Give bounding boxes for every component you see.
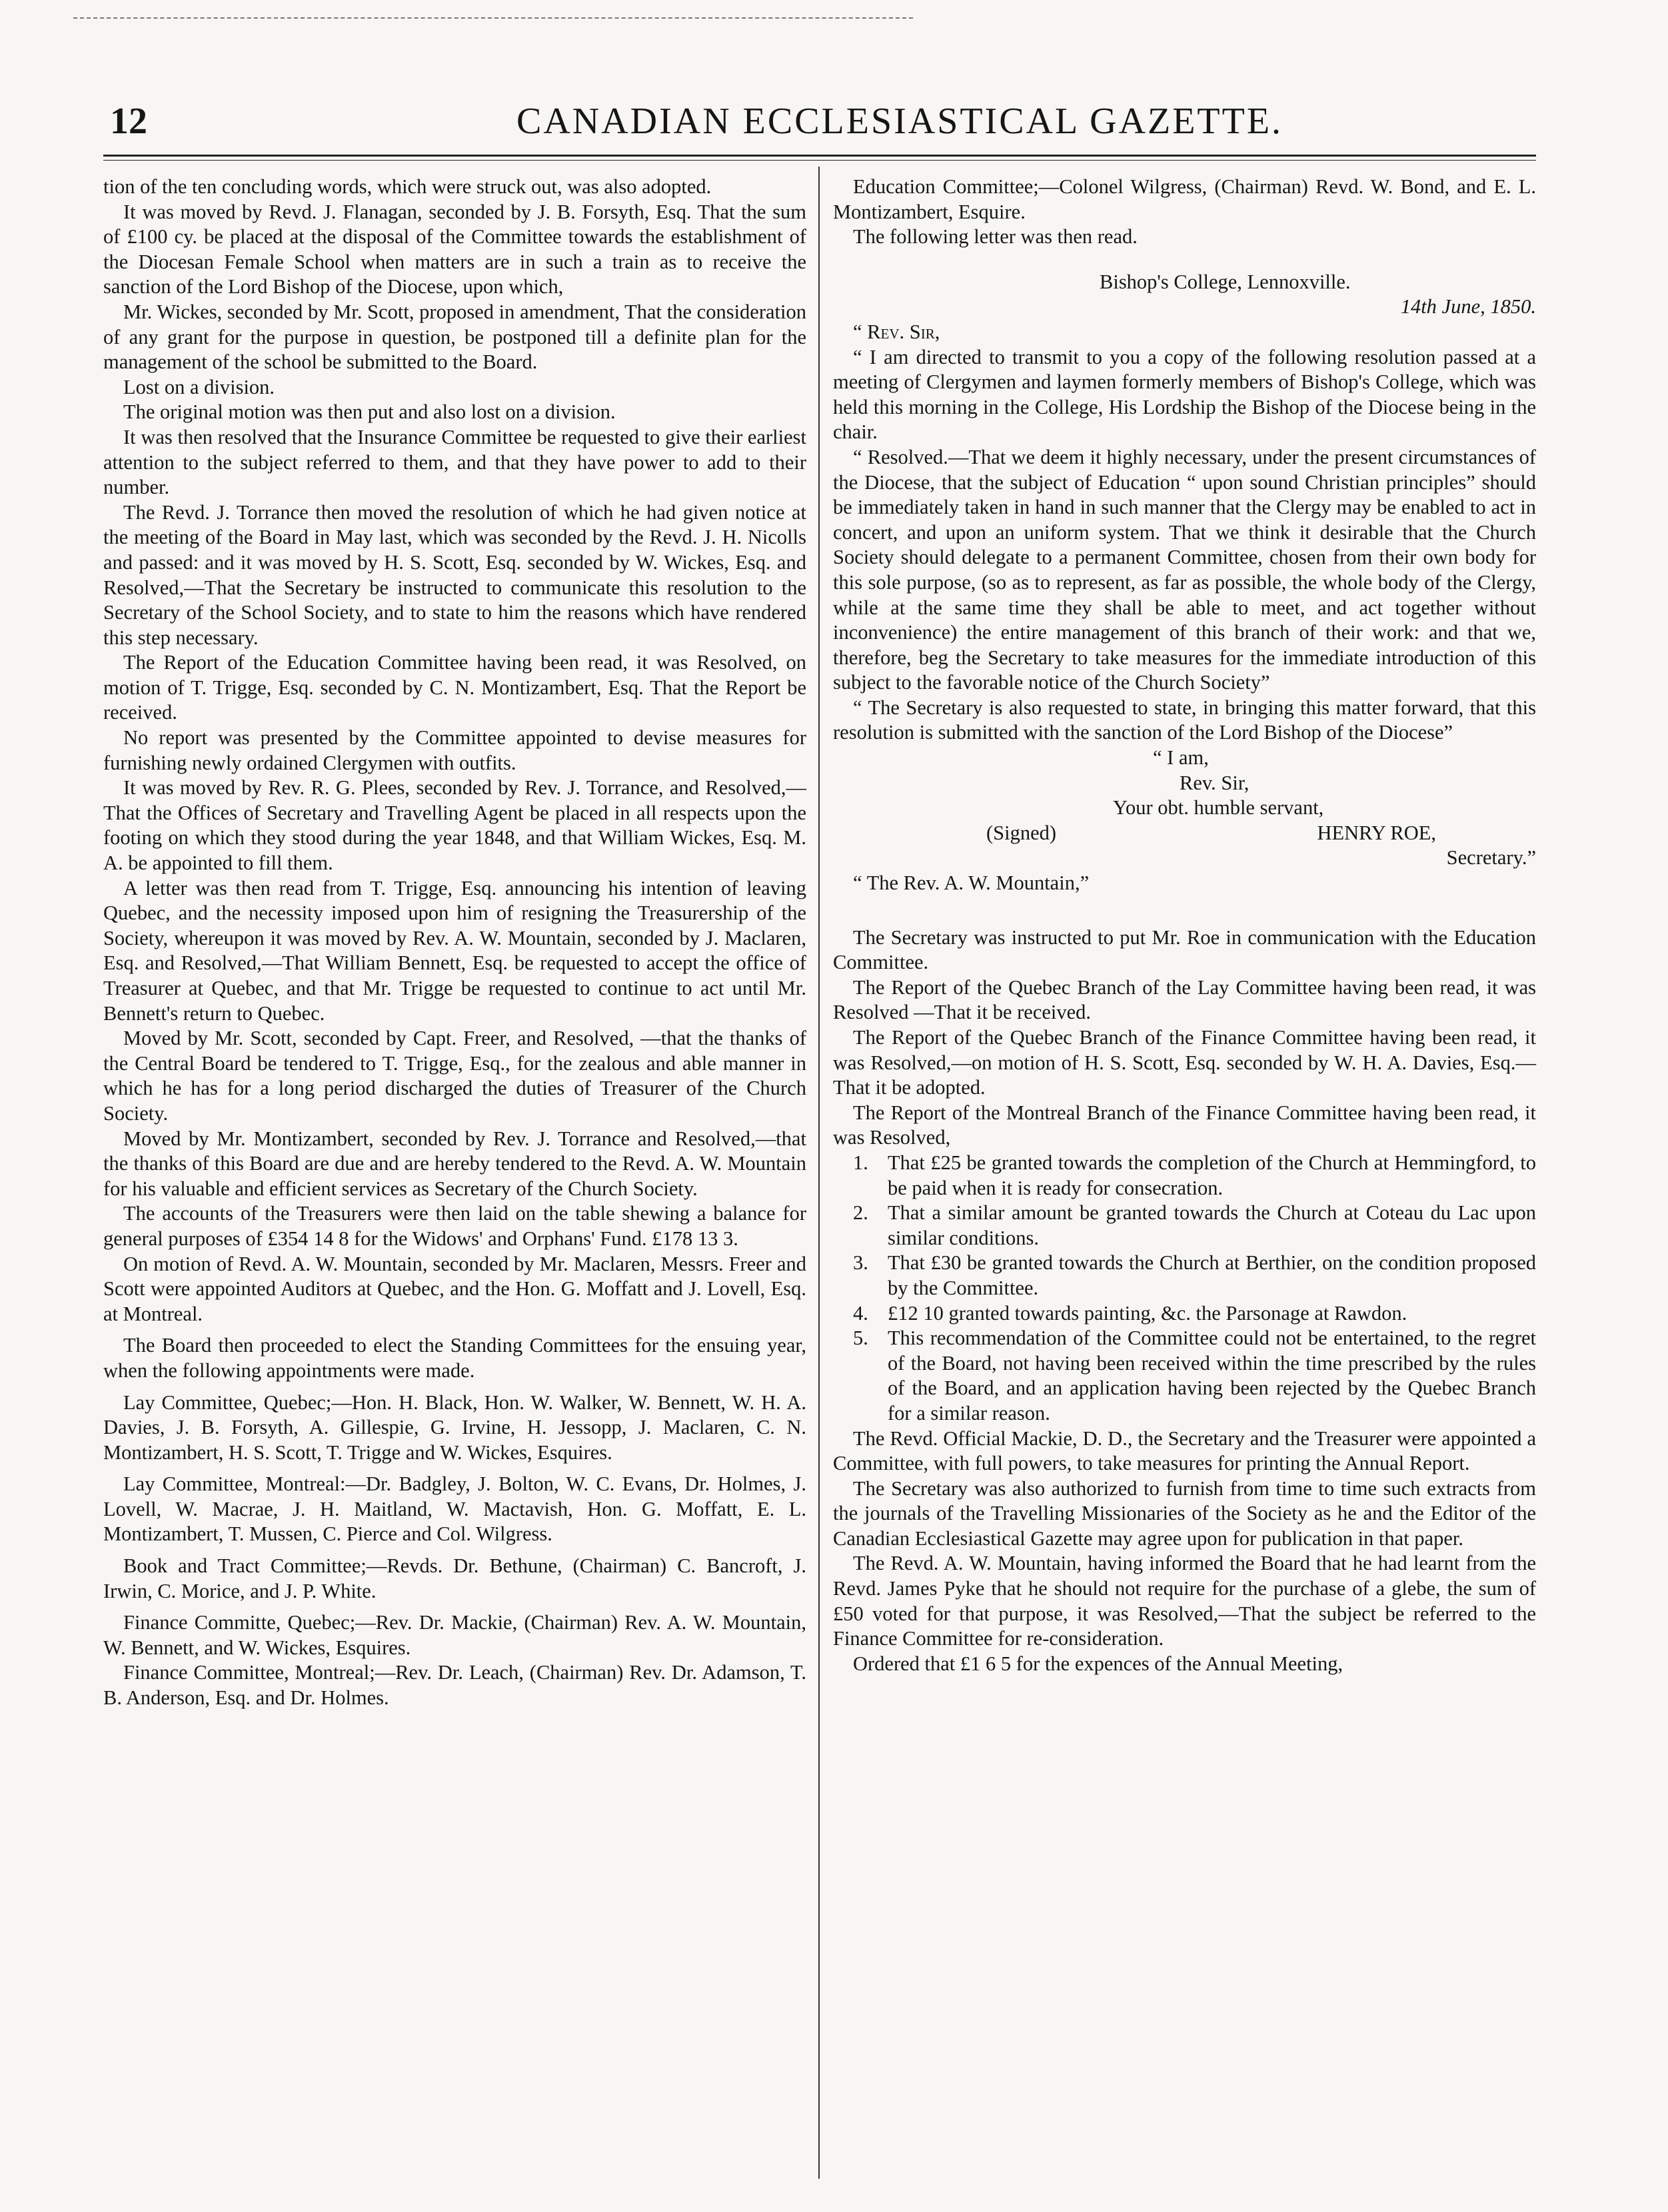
list-item-text: This recommendation of the Committee could not be entertained, to the regret of the Board, not having been received within the time prescribed by the rules of the Board, and an application having been rejected by the Quebec Branch for a similar reason. — [888, 1327, 1536, 1424]
list-item — [853, 1251, 1536, 1301]
paragraph: Moved by Mr. Montizambert, seconded by Rev. J. Torrance and Resolved,—that the thanks of this Board are due and are hereby tendered to the Revd. A. W. Mountain for his valuable and efficient services as Secretary of the Church Society. — [103, 1127, 806, 1200]
list-item-text: That a similar amount be granted towards the Church at Coteau du Lac upon similar conditions. — [888, 1201, 1536, 1249]
paragraph: The Report of the Quebec Branch of the Finance Committee having been read, it was Resolved,—on motion of H. S. Scott, Esq. seconded by W. H. A. Davies, Esq.—That it be adopted. — [833, 1026, 1536, 1099]
list-item-text: £12 10 granted towards painting, &c. the Parsonage at Rawdon. — [888, 1301, 1407, 1325]
paragraph: A letter was then read from T. Trigge, Esq. announcing his intention of leaving Quebec, and the necessity imposed upon him of resigning the Treasurership of the Society, whereupon it was moved by Rev. A. W. Mountain, seconded by J. Maclaren, Esq. and Resolved,—That William Bennett, Esq. be requested to accept the office of Treasurer at Quebec, and that Mr. Trigge be requested to continue to act until Mr. Bennett's return to Quebec. — [103, 876, 806, 1025]
paragraph: No report was presented by the Committee appointed to devise measures for furnishing newly ordained Clergymen with outfits. — [103, 726, 806, 774]
header-rule-thick — [103, 155, 1536, 157]
letter-place: Bishop's College, Lennoxville. — [1100, 270, 1351, 293]
paragraph: The Report of the Quebec Branch of the Lay Committee having been read, it was Resolved —That it be received. — [833, 975, 1536, 1024]
paragraph: Moved by Mr. Scott, seconded by Capt. Freer, and Resolved, —that the thanks of the Central Board be tendered to T. Trigge, Esq., for the zealous and able manner in which he has for a long period discharged the duties of Treasurer of the Church Society. — [103, 1027, 806, 1125]
paragraph: Lost on a division. — [123, 375, 275, 398]
letter-closing: Your obt. humble servant, — [1113, 796, 1324, 820]
paragraph: It was moved by Rev. R. G. Plees, seconded by Rev. J. Torrance, and Resolved,—That the Offices of Secretary and Travelling Agent be placed in all respects upon the footing on which they stood during the year 1848, and that William Wickes, Esq. M. A. be appointed to fill them. — [103, 776, 806, 875]
committee-paragraph: Book and Tract Committee;—Revds. Dr. Bethune, (Chairman) C. Bancroft, J. Irwin, C. Morice, and J. P. White. — [103, 1554, 806, 1602]
letter-salutation: “ Rev. Sir, — [853, 320, 940, 343]
paragraph: The Revd. A. W. Mountain, having informed the Board that he had learnt from the Revd. James Pyke that he should not require for the purchase of a glebe, the sum of £50 voted for that purpose, it was Resolved,—That the subject be referred to the Finance Committee for re-consideration. — [833, 1552, 1536, 1650]
committee-paragraph: Finance Committee, Montreal;—Rev. Dr. Leach, (Chairman) Rev. Dr. Adamson, T. B. Anderson, Esq. and Dr. Holmes. — [103, 1661, 806, 1710]
paragraph: tion of the ten concluding words, which were struck out, was also adopted. — [103, 175, 712, 198]
list-item — [853, 1326, 1536, 1426]
signatory-title: Secretary.” — [1446, 846, 1536, 869]
signatory-name: HENRY ROE, — [1317, 821, 1436, 844]
top-edge-rule — [73, 17, 913, 19]
list-item-number: 1. — [853, 1151, 868, 1174]
committee-paragraph: Lay Committee, Quebec;—Hon. H. Black, Hon. W. Walker, W. Bennett, W. H. A. Davies, J. B. Forsyth, A. Gillespie, G. Irvine, H. Jessopp, J. Maclaren, C. N. Montizambert, H. S. Scott, T. Trigge and W. Wickes, Esquires. — [103, 1390, 806, 1464]
letter-closing: Rev. Sir, — [1180, 771, 1250, 794]
letter-paragraph: “ Resolved.—That we deem it highly necessary, under the present circumstances of the Diocese, that the subject of Education “ upon sound Christian principles” should be immediately taken in hand in such manner that the Clergy may be enabled to act in concert, and upon an uniform system. That we think it desirable that the Church Society should delegate to a permanent Committee, chosen from their own body for this sole purpose, (so as to represent, as far as possible, the whole body of the Clergy, while at the same time they shall be able to meet, and act together without inconvenience) the entire management of this branch of their work: and that we, therefore, beg the Secretary to take measures for the immediate introduction of this subject to the favorable notice of the Church Society” — [833, 445, 1536, 694]
left-column — [103, 175, 806, 1711]
paragraph: Ordered that £1 6 5 for the expences of the Annual Meeting, — [853, 1652, 1343, 1675]
paragraph: The Secretary was instructed to put Mr. Roe in communication with the Education Committee. — [833, 925, 1536, 974]
page-number: 12 — [110, 101, 147, 142]
paragraph: The accounts of the Treasurers were then laid on the table shewing a balance for general purposes of £354 14 8 for the Widows' and Orphans' Fund. £178 13 3. — [103, 1202, 806, 1250]
list-item-number: 2. — [853, 1201, 868, 1225]
list-item-text: That £25 be granted towards the completion of the Church at Hemmingford, to be paid when it is ready for consecration. — [888, 1151, 1536, 1199]
column-divider — [818, 167, 820, 2179]
committee-paragraph: Lay Committee, Montreal:—Dr. Badgley, J. Bolton, W. C. Evans, Dr. Holmes, J. Lovell, W. Macrae, J. H. Maitland, W. Mactavish, Hon. G. Moffatt, E. L. Montizambert, T. Mussen, C. Pierce and Col. Wilgress. — [103, 1472, 806, 1546]
paragraph: It was then resolved that the Insurance Committee be requested to give their earliest attention to the subject referred to them, and that they have power to add to their number. — [103, 425, 806, 499]
letter-paragraph: “ I am directed to transmit to you a copy of the following resolution passed at a meeting of Clergymen and laymen formerly members of Bishop's College, which was held this morning in the College, His Lordship the Bishop of the Diocese being in the chair. — [833, 345, 1536, 444]
paragraph: Mr. Wickes, seconded by Mr. Scott, proposed in amendment, That the consideration of any grant for the purpose in question, be postponed till a definite plan for the management of the school be submitted to the Board. — [103, 300, 806, 374]
letter-paragraph: “ The Secretary is also requested to state, in bringing this matter forward, that this resolution is submitted with the sanction of the Lord Bishop of the Diocese” — [833, 696, 1536, 744]
letter-date: 14th June, 1850. — [1400, 295, 1536, 318]
paragraph: The Board then proceeded to elect the Standing Committees for the ensuing year, when the following appointments were made. — [103, 1334, 806, 1382]
paragraph: The Secretary was also authorized to furnish from time to time such extracts from the journals of the Travelling Missionaries of the Society as he and the Editor of the Canadian Ecclesiastical Gazette may agree upon for publication in that paper. — [833, 1476, 1536, 1550]
paragraph: The Report of the Education Committee having been read, it was Resolved, on motion of T. Trigge, Esq. seconded by C. N. Montizambert, Esq. That the Report be received. — [103, 651, 806, 724]
list-item — [853, 1301, 1536, 1327]
paragraph: The original motion was then put and also lost on a division. — [123, 400, 616, 424]
right-column — [833, 175, 1536, 1676]
paragraph: It was moved by Revd. J. Flanagan, seconded by J. B. Forsyth, Esq. That the sum of £100 cy. be placed at the disposal of the Committee towards the establishment of the Diocesan Female School when matters are in such a train as to receive the sanction of the Lord Bishop of the Diocese, upon which, — [103, 200, 806, 298]
list-item-number: 3. — [853, 1251, 868, 1275]
list-item — [853, 1151, 1536, 1201]
letter-closing: “ I am, — [1153, 746, 1209, 770]
letter-addressee: “ The Rev. A. W. Mountain,” — [853, 871, 1090, 895]
signed-label: (Signed) — [986, 821, 1057, 844]
list-item — [853, 1201, 1536, 1251]
paragraph: On motion of Revd. A. W. Mountain, seconded by Mr. Maclaren, Messrs. Freer and Scott were appointed Auditors at Quebec, and the Hon. G. Moffatt and J. Lovell, Esq. at Montreal. — [103, 1252, 806, 1325]
list-item-number: 5. — [853, 1327, 868, 1350]
paragraph: The Report of the Montreal Branch of the Finance Committee having been read, it was Resolved, — [833, 1101, 1536, 1149]
page-header — [103, 100, 1536, 160]
signature-row — [833, 821, 1536, 846]
header-rule-thin — [103, 160, 1536, 161]
page-title: CANADIAN ECCLESIASTICAL GAZETTE. — [516, 101, 1283, 142]
paragraph: Education Committee;—Colonel Wilgress, (Chairman) Revd. W. Bond, and E. L. Montizambert, Esquire. — [833, 175, 1536, 223]
paragraph: The following letter was then read. — [853, 225, 1138, 249]
paragraph: The Revd. J. Torrance then moved the resolution of which he had given notice at the meeting of the Board in May last, which was seconded by the Revd. J. H. Nicolls and passed: and it was moved by H. S. Scott, Esq. seconded by W. Wickes, Esq. and Resolved,—That the Secretary be instructed to communicate this resolution to the Secretary of the School Society, and to state to him the reasons which have rendered this step necessary. — [103, 500, 806, 649]
list-item-text: That £30 be granted towards the Church at Berthier, on the condition proposed by the Committee. — [888, 1251, 1536, 1299]
committee-paragraph: Finance Committe, Quebec;—Rev. Dr. Mackie, (Chairman) Rev. A. W. Mountain, W. Bennett, and W. Wickes, Esquires. — [103, 1611, 806, 1659]
paragraph: The Revd. Official Mackie, D. D., the Secretary and the Treasurer were appointed a Committee, with full powers, to take measures for printing the Annual Report. — [833, 1426, 1536, 1475]
list-item-number: 4. — [853, 1301, 868, 1325]
